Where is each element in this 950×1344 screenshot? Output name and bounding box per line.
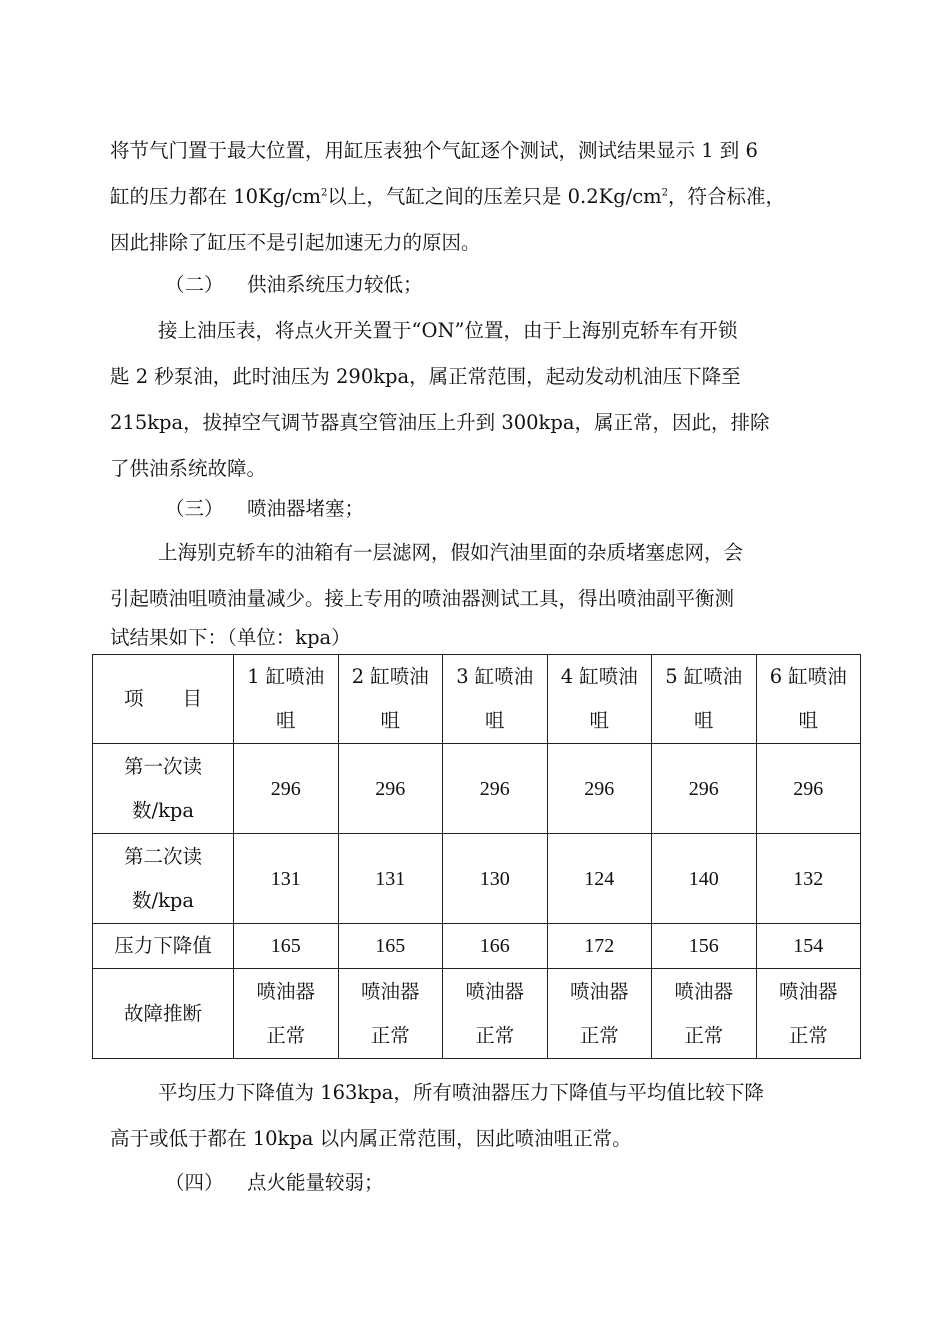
row-label bbox=[93, 744, 234, 834]
cell-line: 咀 bbox=[798, 709, 818, 732]
cell-line: 5 缸喷油 bbox=[665, 665, 743, 688]
table-cell: 132 bbox=[756, 834, 861, 924]
header-cylinder-4 bbox=[547, 655, 652, 744]
row-label: 压力下降值 bbox=[93, 924, 234, 969]
cell-line: 数/kpa bbox=[132, 888, 194, 912]
cell-line: 喷油器 bbox=[778, 979, 838, 1003]
paragraph-average-drop bbox=[110, 1070, 850, 1162]
cell-line: 正常 bbox=[579, 1023, 619, 1047]
cell-line: 6 缸喷油 bbox=[769, 665, 847, 688]
table-cell bbox=[652, 969, 757, 1059]
table-row-pressure-drop bbox=[93, 924, 861, 969]
text-line: 接上油压表，将点火开关置于“ON”位置，由于上海别克轿车有开锁 bbox=[158, 319, 738, 342]
header-cylinder-6 bbox=[756, 655, 861, 744]
text-line: 平均压力下降值为 163kpa，所有喷油器压力下降值与平均值比较下降 bbox=[158, 1081, 764, 1104]
cell-line: 正常 bbox=[370, 1023, 410, 1047]
section-title: 供油系统压力较低； bbox=[247, 273, 423, 296]
cell-line: 咀 bbox=[484, 709, 505, 732]
cell-line: 喷油器 bbox=[360, 979, 420, 1003]
table-cell bbox=[443, 969, 548, 1059]
text-line: 将节气门置于最大位置，用缸压表独个气缸逐个测试，测试结果显示 1 到 6 bbox=[110, 139, 758, 162]
table-cell: 130 bbox=[443, 834, 548, 924]
section-number: （三） bbox=[165, 497, 224, 520]
table-cell: 296 bbox=[547, 744, 652, 834]
table-cell: 296 bbox=[756, 744, 861, 834]
text-line: 引起喷油咀喷油量减少。接上专用的喷油器测试工具，得出喷油副平衡测 bbox=[110, 587, 735, 610]
table-header-row bbox=[93, 655, 861, 744]
section-number: （四） bbox=[165, 1171, 224, 1194]
paragraph-cylinder-pressure bbox=[110, 128, 850, 266]
table-cell: 296 bbox=[338, 744, 443, 834]
table-cell: 165 bbox=[338, 924, 443, 969]
header-cylinder-5 bbox=[652, 655, 757, 744]
table-cell bbox=[234, 969, 339, 1059]
text-line: 匙 2 秒泵油，此时油压为 290kpa，属正常范围，起动发动机油压下降至 bbox=[110, 365, 741, 388]
cell-line: 第一次读 bbox=[123, 754, 202, 778]
table-cell: 131 bbox=[234, 834, 339, 924]
table-cell: 296 bbox=[652, 744, 757, 834]
text-fragment: ，符合标准， bbox=[668, 185, 786, 208]
superscript: 2 bbox=[661, 187, 669, 199]
section-heading-2 bbox=[165, 262, 423, 308]
table-cell: 156 bbox=[652, 924, 757, 969]
header-cylinder-2 bbox=[338, 655, 443, 744]
paragraph-injector bbox=[110, 530, 850, 654]
table-row-second-reading bbox=[93, 834, 861, 924]
table-cell: 296 bbox=[443, 744, 548, 834]
cell-line: 正常 bbox=[788, 1023, 828, 1047]
cell-line: 正常 bbox=[266, 1023, 306, 1047]
cell-line: 咀 bbox=[693, 709, 714, 732]
section-heading-3 bbox=[165, 486, 364, 532]
cell-line: 正常 bbox=[684, 1023, 724, 1047]
text-line: 上海别克轿车的油箱有一层滤网，假如汽油里面的杂质堵塞虑网，会 bbox=[158, 541, 744, 564]
text-line: 因此排除了缸压不是引起加速无力的原因。 bbox=[110, 231, 481, 254]
table-cell bbox=[338, 969, 443, 1059]
text-line: 了供油系统故障。 bbox=[110, 457, 267, 480]
row-label bbox=[93, 834, 234, 924]
cell-line: 正常 bbox=[475, 1023, 515, 1047]
table-cell: 131 bbox=[338, 834, 443, 924]
text-line: 215kpa，拔掉空气调节器真空管油压上升到 300kpa，属正常，因此，排除 bbox=[110, 411, 770, 434]
section-title: 喷油器堵塞； bbox=[247, 497, 365, 520]
table-row-diagnosis bbox=[93, 969, 861, 1059]
table-cell: 166 bbox=[443, 924, 548, 969]
table-row-first-reading bbox=[93, 744, 861, 834]
table-cell: 154 bbox=[756, 924, 861, 969]
row-label: 故障推断 bbox=[93, 969, 234, 1059]
section-title: 点火能量较弱； bbox=[247, 1171, 384, 1194]
header-cylinder-3 bbox=[443, 655, 548, 744]
text-fragment: 缸的压力都在 10Kg/cm bbox=[110, 185, 322, 208]
text-fragment: 以上，气缸之间的压差只是 0.2Kg/cm bbox=[327, 185, 662, 208]
table-cell: 124 bbox=[547, 834, 652, 924]
header-cylinder-1 bbox=[234, 655, 339, 744]
superscript: 2 bbox=[321, 187, 328, 199]
paragraph-fuel-pressure bbox=[110, 308, 850, 492]
text-line: 试结果如下：（单位：kpa） bbox=[110, 626, 351, 649]
table-cell: 296 bbox=[234, 744, 339, 834]
cell-line: 咀 bbox=[380, 709, 400, 732]
header-item: 项 目 bbox=[93, 655, 234, 744]
section-number: （二） bbox=[165, 273, 224, 296]
table-cell: 165 bbox=[234, 924, 339, 969]
text-line: 高于或低于都在 10kpa 以内属正常范围，因此喷油咀正常。 bbox=[110, 1127, 632, 1150]
section-heading-4 bbox=[165, 1160, 384, 1206]
cell-line: 4 缸喷油 bbox=[560, 665, 638, 688]
cell-line: 数/kpa bbox=[132, 798, 194, 822]
cell-line: 3 缸喷油 bbox=[456, 665, 534, 688]
injector-test-table bbox=[92, 654, 861, 1059]
cell-line: 2 缸喷油 bbox=[351, 665, 429, 688]
cell-line: 喷油器 bbox=[569, 979, 629, 1003]
cell-line: 喷油器 bbox=[465, 979, 524, 1003]
cell-line: 第二次读 bbox=[123, 844, 202, 868]
cell-line: 咀 bbox=[589, 709, 609, 732]
table-cell bbox=[756, 969, 861, 1059]
table-cell bbox=[547, 969, 652, 1059]
cell-line: 1 缸喷油 bbox=[247, 665, 325, 688]
cell-line: 喷油器 bbox=[674, 979, 733, 1003]
table-cell: 172 bbox=[547, 924, 652, 969]
cell-line: 喷油器 bbox=[256, 979, 315, 1003]
table-cell: 140 bbox=[652, 834, 757, 924]
cell-line: 咀 bbox=[275, 709, 296, 732]
text-line bbox=[110, 174, 850, 220]
